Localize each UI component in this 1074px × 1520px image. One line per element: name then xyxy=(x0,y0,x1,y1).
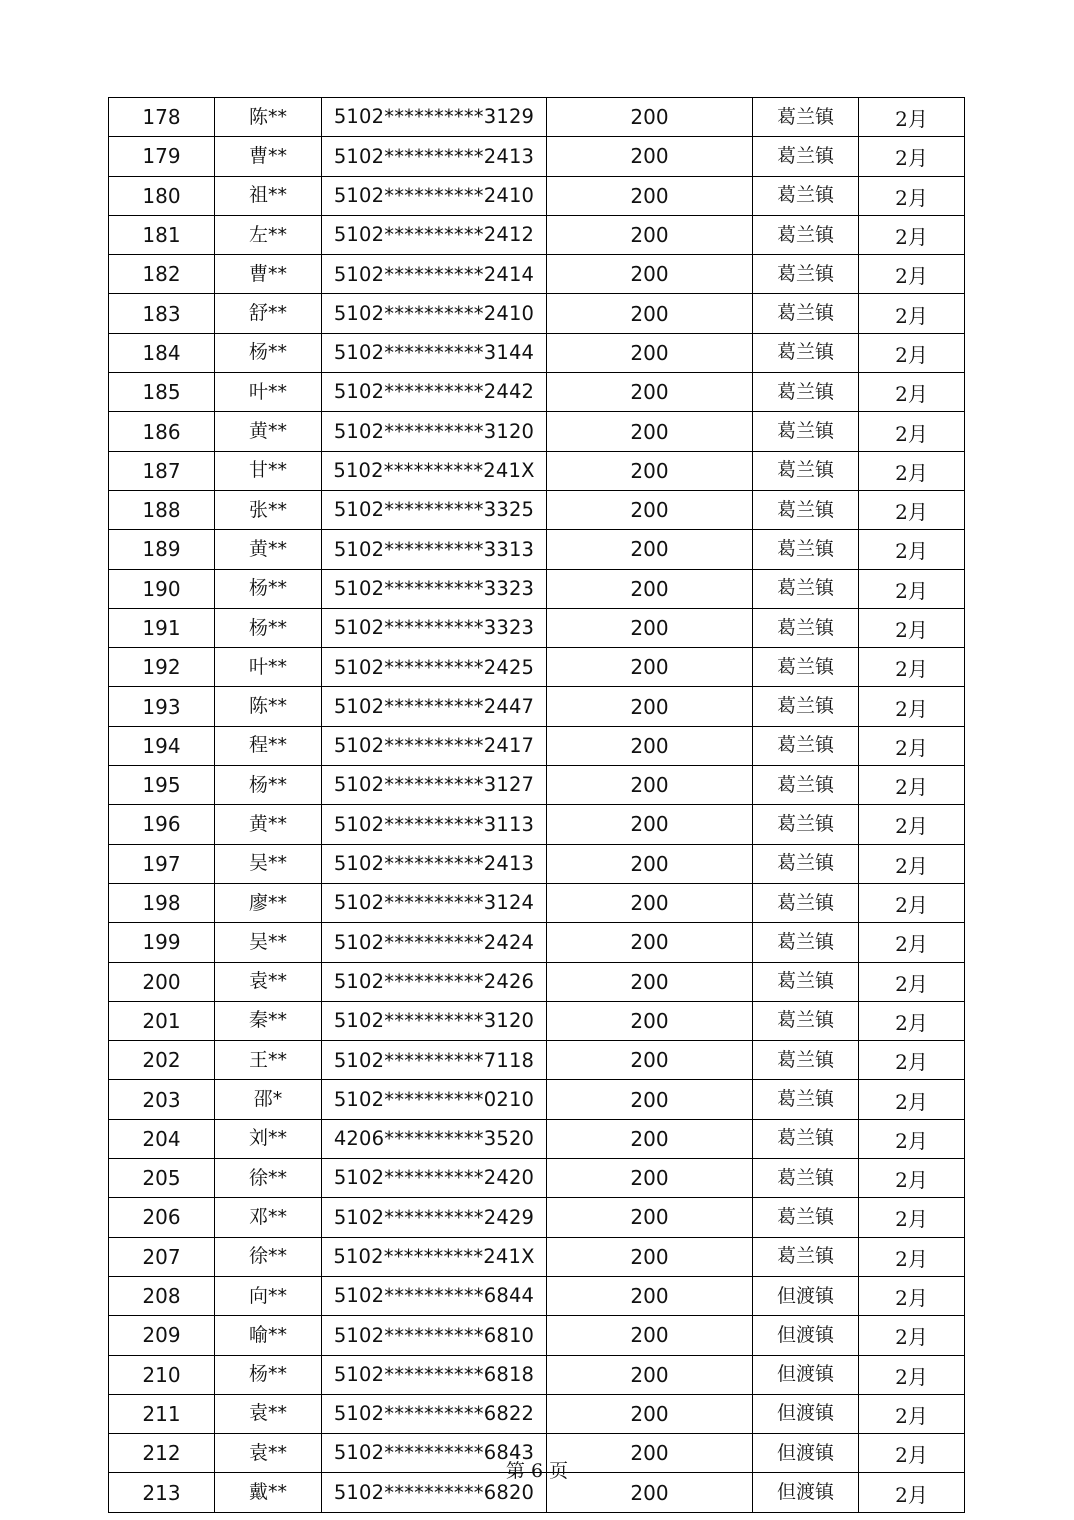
table-row xyxy=(109,1355,965,1394)
name-cell: 邓** xyxy=(215,1198,322,1237)
table-row xyxy=(109,923,965,962)
id-number-cell: 5102**********2410 xyxy=(322,176,547,215)
row-number-cell: 205 xyxy=(109,1159,215,1198)
records-table xyxy=(108,97,965,1513)
town-cell: 但渡镇 xyxy=(753,1434,859,1473)
id-number-cell: 5102**********241X xyxy=(322,1237,547,1276)
town-cell: 葛兰镇 xyxy=(753,1080,859,1119)
month-cell: 2月 xyxy=(859,255,965,294)
month-cell: 2月 xyxy=(859,1237,965,1276)
town-cell: 葛兰镇 xyxy=(753,294,859,333)
name-cell: 祖** xyxy=(215,176,322,215)
month-cell: 2月 xyxy=(859,294,965,333)
table-row xyxy=(109,805,965,844)
month-cell: 2月 xyxy=(859,215,965,254)
amount-cell: 200 xyxy=(547,490,753,529)
name-cell: 袁** xyxy=(215,962,322,1001)
town-cell: 葛兰镇 xyxy=(753,98,859,137)
amount-cell: 200 xyxy=(547,255,753,294)
id-number-cell: 5102**********6820 xyxy=(322,1473,547,1512)
row-number-cell: 182 xyxy=(109,255,215,294)
town-cell: 葛兰镇 xyxy=(753,687,859,726)
amount-cell: 200 xyxy=(547,137,753,176)
row-number-cell: 204 xyxy=(109,1119,215,1158)
amount-cell: 200 xyxy=(547,1001,753,1040)
name-cell: 向** xyxy=(215,1276,322,1315)
amount-cell: 200 xyxy=(547,648,753,687)
name-cell: 戴** xyxy=(215,1473,322,1512)
row-number-cell: 193 xyxy=(109,687,215,726)
row-number-cell: 198 xyxy=(109,883,215,922)
amount-cell: 200 xyxy=(547,687,753,726)
town-cell: 葛兰镇 xyxy=(753,530,859,569)
name-cell: 陈** xyxy=(215,98,322,137)
amount-cell: 200 xyxy=(547,608,753,647)
row-number-cell: 184 xyxy=(109,333,215,372)
name-cell: 舒** xyxy=(215,294,322,333)
town-cell: 葛兰镇 xyxy=(753,1198,859,1237)
table-row xyxy=(109,333,965,372)
month-cell: 2月 xyxy=(859,923,965,962)
town-cell: 葛兰镇 xyxy=(753,923,859,962)
amount-cell: 200 xyxy=(547,1041,753,1080)
town-cell: 葛兰镇 xyxy=(753,805,859,844)
month-cell: 2月 xyxy=(859,1198,965,1237)
amount-cell: 200 xyxy=(547,766,753,805)
amount-cell: 200 xyxy=(547,1237,753,1276)
amount-cell: 200 xyxy=(547,1394,753,1433)
town-cell: 但渡镇 xyxy=(753,1355,859,1394)
month-cell: 2月 xyxy=(859,1473,965,1512)
amount-cell: 200 xyxy=(547,569,753,608)
name-cell: 杨** xyxy=(215,766,322,805)
amount-cell: 200 xyxy=(547,1198,753,1237)
id-number-cell: 5102**********2410 xyxy=(322,294,547,333)
table-row xyxy=(109,451,965,490)
table-row xyxy=(109,1119,965,1158)
row-number-cell: 207 xyxy=(109,1237,215,1276)
amount-cell: 200 xyxy=(547,1473,753,1512)
amount-cell: 200 xyxy=(547,1434,753,1473)
table-row xyxy=(109,1080,965,1119)
row-number-cell: 203 xyxy=(109,1080,215,1119)
table-row xyxy=(109,1316,965,1355)
id-number-cell: 5102**********2417 xyxy=(322,726,547,765)
month-cell: 2月 xyxy=(859,766,965,805)
town-cell: 葛兰镇 xyxy=(753,1119,859,1158)
name-cell: 曹** xyxy=(215,255,322,294)
town-cell: 葛兰镇 xyxy=(753,1001,859,1040)
name-cell: 喻** xyxy=(215,1316,322,1355)
amount-cell: 200 xyxy=(547,1080,753,1119)
id-number-cell: 5102**********3323 xyxy=(322,569,547,608)
town-cell: 葛兰镇 xyxy=(753,137,859,176)
name-cell: 袁** xyxy=(215,1394,322,1433)
name-cell: 程** xyxy=(215,726,322,765)
id-number-cell: 5102**********2425 xyxy=(322,648,547,687)
town-cell: 葛兰镇 xyxy=(753,1041,859,1080)
name-cell: 刘** xyxy=(215,1119,322,1158)
row-number-cell: 188 xyxy=(109,490,215,529)
town-cell: 葛兰镇 xyxy=(753,451,859,490)
amount-cell: 200 xyxy=(547,530,753,569)
table-row xyxy=(109,883,965,922)
id-number-cell: 5102**********241X xyxy=(322,451,547,490)
month-cell: 2月 xyxy=(859,687,965,726)
name-cell: 王** xyxy=(215,1041,322,1080)
town-cell: 葛兰镇 xyxy=(753,176,859,215)
table-row xyxy=(109,490,965,529)
row-number-cell: 197 xyxy=(109,844,215,883)
row-number-cell: 202 xyxy=(109,1041,215,1080)
name-cell: 曹** xyxy=(215,137,322,176)
table-row xyxy=(109,294,965,333)
month-cell: 2月 xyxy=(859,648,965,687)
amount-cell: 200 xyxy=(547,1276,753,1315)
name-cell: 陈** xyxy=(215,687,322,726)
month-cell: 2月 xyxy=(859,530,965,569)
amount-cell: 200 xyxy=(547,962,753,1001)
name-cell: 叶** xyxy=(215,648,322,687)
amount-cell: 200 xyxy=(547,726,753,765)
table-row xyxy=(109,648,965,687)
month-cell: 2月 xyxy=(859,1159,965,1198)
name-cell: 吴** xyxy=(215,844,322,883)
id-number-cell: 5102**********2442 xyxy=(322,373,547,412)
month-cell: 2月 xyxy=(859,1316,965,1355)
row-number-cell: 185 xyxy=(109,373,215,412)
name-cell: 邵* xyxy=(215,1080,322,1119)
table-row xyxy=(109,766,965,805)
name-cell: 廖** xyxy=(215,883,322,922)
name-cell: 杨** xyxy=(215,569,322,608)
month-cell: 2月 xyxy=(859,1041,965,1080)
name-cell: 徐** xyxy=(215,1237,322,1276)
row-number-cell: 187 xyxy=(109,451,215,490)
town-cell: 葛兰镇 xyxy=(753,883,859,922)
amount-cell: 200 xyxy=(547,1119,753,1158)
name-cell: 张** xyxy=(215,490,322,529)
month-cell: 2月 xyxy=(859,98,965,137)
amount-cell: 200 xyxy=(547,1159,753,1198)
row-number-cell: 194 xyxy=(109,726,215,765)
month-cell: 2月 xyxy=(859,962,965,1001)
amount-cell: 200 xyxy=(547,923,753,962)
table-row xyxy=(109,530,965,569)
month-cell: 2月 xyxy=(859,1001,965,1040)
month-cell: 2月 xyxy=(859,1276,965,1315)
id-number-cell: 5102**********2412 xyxy=(322,215,547,254)
town-cell: 葛兰镇 xyxy=(753,648,859,687)
month-cell: 2月 xyxy=(859,333,965,372)
table-row xyxy=(109,844,965,883)
name-cell: 黄** xyxy=(215,530,322,569)
table-row xyxy=(109,1237,965,1276)
table-row xyxy=(109,569,965,608)
town-cell: 葛兰镇 xyxy=(753,215,859,254)
id-number-cell: 5102**********0210 xyxy=(322,1080,547,1119)
name-cell: 甘** xyxy=(215,451,322,490)
id-number-cell: 5102**********2413 xyxy=(322,137,547,176)
table-row xyxy=(109,137,965,176)
month-cell: 2月 xyxy=(859,373,965,412)
town-cell: 葛兰镇 xyxy=(753,844,859,883)
id-number-cell: 4206**********3520 xyxy=(322,1119,547,1158)
town-cell: 葛兰镇 xyxy=(753,412,859,451)
table-row xyxy=(109,1041,965,1080)
table-row xyxy=(109,255,965,294)
id-number-cell: 5102**********3120 xyxy=(322,412,547,451)
month-cell: 2月 xyxy=(859,569,965,608)
id-number-cell: 5102**********2420 xyxy=(322,1159,547,1198)
name-cell: 黄** xyxy=(215,805,322,844)
id-number-cell: 5102**********2447 xyxy=(322,687,547,726)
amount-cell: 200 xyxy=(547,373,753,412)
town-cell: 但渡镇 xyxy=(753,1394,859,1433)
amount-cell: 200 xyxy=(547,176,753,215)
month-cell: 2月 xyxy=(859,412,965,451)
id-number-cell: 5102**********6810 xyxy=(322,1316,547,1355)
row-number-cell: 209 xyxy=(109,1316,215,1355)
row-number-cell: 211 xyxy=(109,1394,215,1433)
town-cell: 葛兰镇 xyxy=(753,333,859,372)
month-cell: 2月 xyxy=(859,805,965,844)
amount-cell: 200 xyxy=(547,215,753,254)
month-cell: 2月 xyxy=(859,608,965,647)
row-number-cell: 189 xyxy=(109,530,215,569)
name-cell: 袁** xyxy=(215,1434,322,1473)
town-cell: 葛兰镇 xyxy=(753,1159,859,1198)
month-cell: 2月 xyxy=(859,1434,965,1473)
row-number-cell: 179 xyxy=(109,137,215,176)
table-row xyxy=(109,98,965,137)
name-cell: 吴** xyxy=(215,923,322,962)
row-number-cell: 178 xyxy=(109,98,215,137)
table-row xyxy=(109,215,965,254)
town-cell: 葛兰镇 xyxy=(753,1237,859,1276)
name-cell: 秦** xyxy=(215,1001,322,1040)
id-number-cell: 5102**********3323 xyxy=(322,608,547,647)
id-number-cell: 5102**********6844 xyxy=(322,1276,547,1315)
row-number-cell: 195 xyxy=(109,766,215,805)
row-number-cell: 208 xyxy=(109,1276,215,1315)
table-row xyxy=(109,1198,965,1237)
table-row xyxy=(109,373,965,412)
town-cell: 葛兰镇 xyxy=(753,373,859,412)
row-number-cell: 180 xyxy=(109,176,215,215)
id-number-cell: 5102**********7118 xyxy=(322,1041,547,1080)
table-row xyxy=(109,1394,965,1433)
amount-cell: 200 xyxy=(547,883,753,922)
amount-cell: 200 xyxy=(547,1316,753,1355)
id-number-cell: 5102**********3144 xyxy=(322,333,547,372)
records-table-body xyxy=(109,98,965,1513)
town-cell: 但渡镇 xyxy=(753,1276,859,1315)
row-number-cell: 201 xyxy=(109,1001,215,1040)
id-number-cell: 5102**********3113 xyxy=(322,805,547,844)
month-cell: 2月 xyxy=(859,844,965,883)
table-row xyxy=(109,962,965,1001)
month-cell: 2月 xyxy=(859,883,965,922)
month-cell: 2月 xyxy=(859,1119,965,1158)
town-cell: 但渡镇 xyxy=(753,1316,859,1355)
month-cell: 2月 xyxy=(859,1080,965,1119)
row-number-cell: 199 xyxy=(109,923,215,962)
id-number-cell: 5102**********3120 xyxy=(322,1001,547,1040)
name-cell: 杨** xyxy=(215,333,322,372)
id-number-cell: 5102**********2414 xyxy=(322,255,547,294)
table-row xyxy=(109,1159,965,1198)
table-row xyxy=(109,608,965,647)
table-row xyxy=(109,1001,965,1040)
table-row xyxy=(109,176,965,215)
month-cell: 2月 xyxy=(859,451,965,490)
row-number-cell: 183 xyxy=(109,294,215,333)
name-cell: 左** xyxy=(215,215,322,254)
id-number-cell: 5102**********2424 xyxy=(322,923,547,962)
row-number-cell: 206 xyxy=(109,1198,215,1237)
name-cell: 黄** xyxy=(215,412,322,451)
town-cell: 葛兰镇 xyxy=(753,726,859,765)
table-row xyxy=(109,412,965,451)
id-number-cell: 5102**********3124 xyxy=(322,883,547,922)
row-number-cell: 196 xyxy=(109,805,215,844)
page-number: 第 6 页 xyxy=(505,1460,569,1482)
town-cell: 葛兰镇 xyxy=(753,608,859,647)
amount-cell: 200 xyxy=(547,294,753,333)
table-row xyxy=(109,1276,965,1315)
row-number-cell: 190 xyxy=(109,569,215,608)
amount-cell: 200 xyxy=(547,1355,753,1394)
row-number-cell: 200 xyxy=(109,962,215,1001)
row-number-cell: 213 xyxy=(109,1473,215,1512)
id-number-cell: 5102**********2429 xyxy=(322,1198,547,1237)
amount-cell: 200 xyxy=(547,451,753,490)
month-cell: 2月 xyxy=(859,1394,965,1433)
id-number-cell: 5102**********6843 xyxy=(322,1434,547,1473)
row-number-cell: 210 xyxy=(109,1355,215,1394)
town-cell: 葛兰镇 xyxy=(753,255,859,294)
id-number-cell: 5102**********6822 xyxy=(322,1394,547,1433)
month-cell: 2月 xyxy=(859,726,965,765)
town-cell: 葛兰镇 xyxy=(753,766,859,805)
town-cell: 葛兰镇 xyxy=(753,962,859,1001)
amount-cell: 200 xyxy=(547,805,753,844)
amount-cell: 200 xyxy=(547,98,753,137)
month-cell: 2月 xyxy=(859,1355,965,1394)
table-row xyxy=(109,726,965,765)
row-number-cell: 186 xyxy=(109,412,215,451)
name-cell: 叶** xyxy=(215,373,322,412)
name-cell: 杨** xyxy=(215,1355,322,1394)
id-number-cell: 5102**********3127 xyxy=(322,766,547,805)
row-number-cell: 212 xyxy=(109,1434,215,1473)
id-number-cell: 5102**********6818 xyxy=(322,1355,547,1394)
town-cell: 但渡镇 xyxy=(753,1473,859,1512)
name-cell: 徐** xyxy=(215,1159,322,1198)
month-cell: 2月 xyxy=(859,176,965,215)
id-number-cell: 5102**********3129 xyxy=(322,98,547,137)
amount-cell: 200 xyxy=(547,333,753,372)
row-number-cell: 192 xyxy=(109,648,215,687)
name-cell: 杨** xyxy=(215,608,322,647)
row-number-cell: 191 xyxy=(109,608,215,647)
id-number-cell: 5102**********3313 xyxy=(322,530,547,569)
month-cell: 2月 xyxy=(859,137,965,176)
amount-cell: 200 xyxy=(547,412,753,451)
row-number-cell: 181 xyxy=(109,215,215,254)
amount-cell: 200 xyxy=(547,844,753,883)
table-row xyxy=(109,687,965,726)
town-cell: 葛兰镇 xyxy=(753,569,859,608)
id-number-cell: 5102**********2413 xyxy=(322,844,547,883)
id-number-cell: 5102**********3325 xyxy=(322,490,547,529)
id-number-cell: 5102**********2426 xyxy=(322,962,547,1001)
month-cell: 2月 xyxy=(859,490,965,529)
town-cell: 葛兰镇 xyxy=(753,490,859,529)
